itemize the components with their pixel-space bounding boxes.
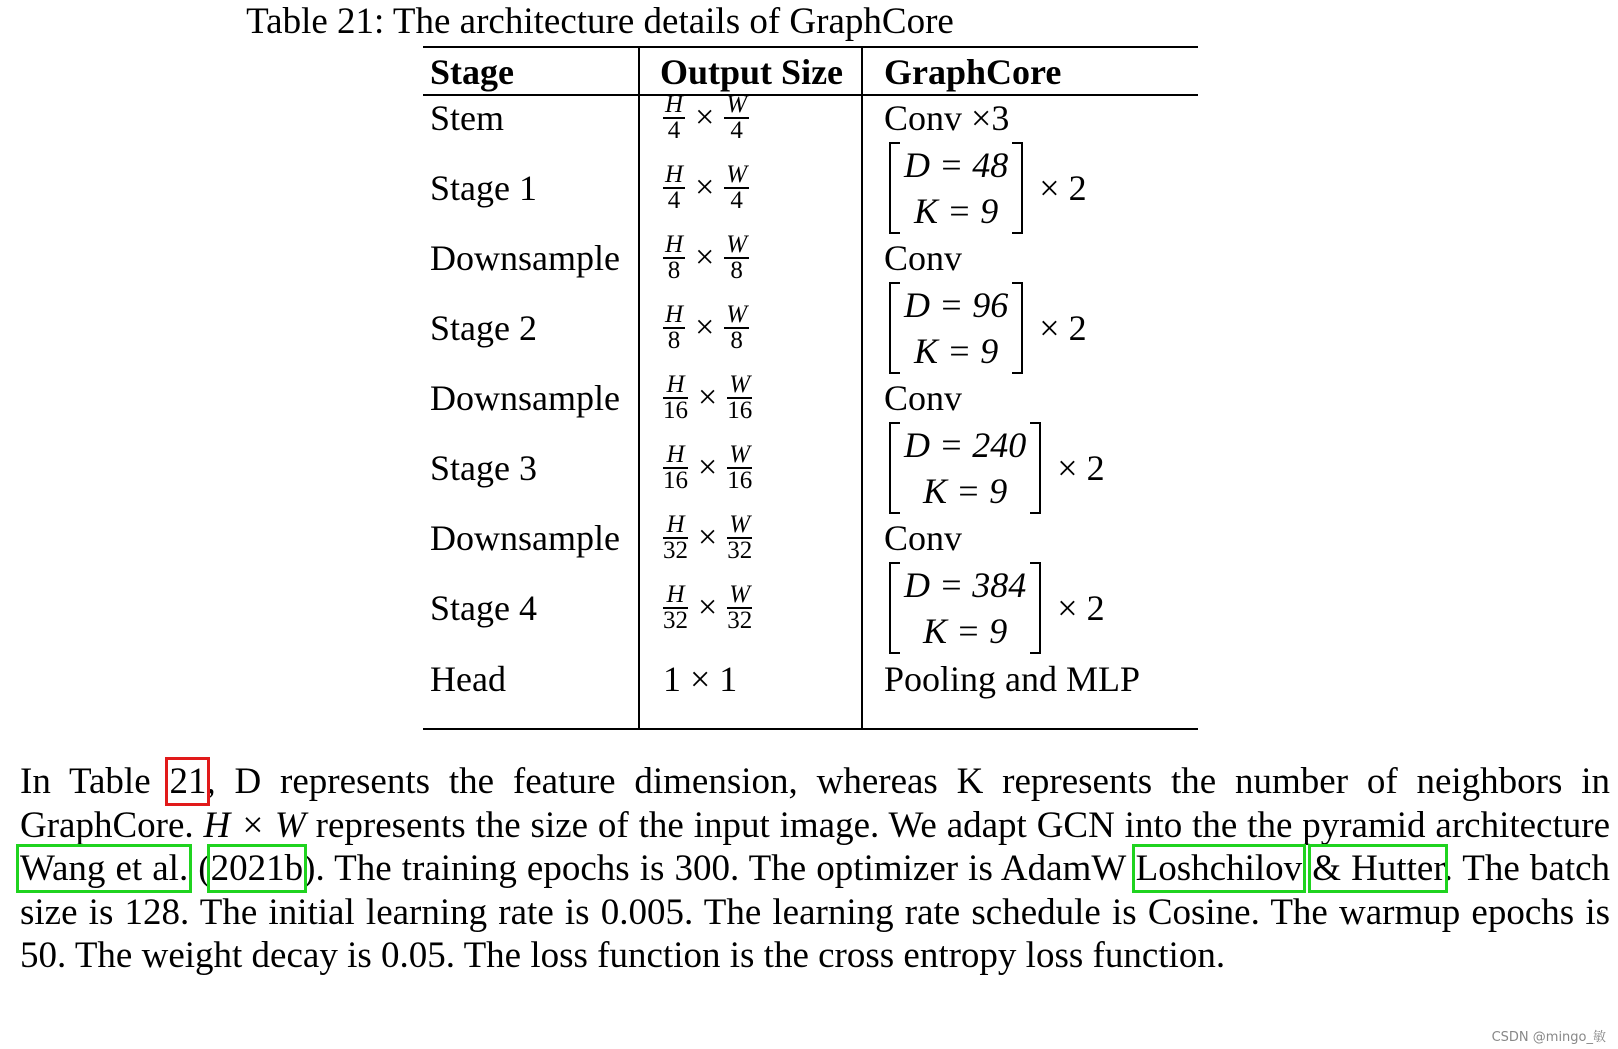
citation-loshchilov-link[interactable]: Loshchilov [1135, 848, 1303, 889]
width-fraction [724, 163, 749, 213]
repeat-multiplier: × 2 [1057, 448, 1105, 488]
output-size-text: 1 × 1 [663, 659, 738, 699]
fraction-numerator: H [665, 161, 684, 188]
text-run: ( [188, 848, 211, 889]
fraction-denominator: 4 [667, 117, 681, 144]
width-fraction [727, 513, 752, 563]
fraction-numerator: H [665, 301, 684, 328]
text-run: , D represents the feature dimension, whereas K represents the number of neighbors in GraphCore. [20, 761, 1610, 846]
matrix-entries [900, 562, 1030, 654]
text-run: represents the size of the input image. We adapt GCN into the the pyramid architecture [305, 804, 1611, 846]
stage-label: Downsample [430, 518, 620, 558]
fraction-denominator: 16 [727, 467, 753, 494]
fraction-denominator: 8 [730, 327, 743, 354]
times-sign: × [695, 309, 715, 346]
column-divider [638, 46, 640, 730]
header-output-size: Output Size [660, 52, 844, 92]
graphcore-layer: Conv [884, 378, 963, 418]
fraction-numerator: H [666, 511, 685, 538]
height-fraction [663, 303, 685, 353]
fraction-denominator: 32 [727, 537, 753, 564]
width-fraction [727, 373, 752, 423]
header-rule [423, 94, 1198, 96]
top-rule [423, 46, 1198, 48]
left-bracket [889, 562, 900, 654]
right-bracket [1030, 562, 1041, 654]
left-bracket [889, 142, 900, 234]
times-sign: × [698, 589, 718, 626]
height-fraction [663, 373, 688, 423]
times-sign: × [695, 239, 715, 276]
text-run: . The batch size is 128. The initial learning rate is 0.005. The learning rate schedule is Cosine. The warmup epochs is 50. The weight decay is 0.05. The loss function is the cross entropy loss function. [20, 848, 1611, 976]
times-sign: × [698, 449, 718, 486]
fraction-numerator: H [665, 231, 684, 258]
neighbor-count: K = 9 [913, 331, 999, 371]
feature-dimension: D = 384 [904, 565, 1027, 605]
fraction-denominator: 16 [727, 397, 753, 424]
width-fraction [727, 583, 752, 633]
matrix-entries [900, 422, 1030, 514]
description-paragraph [20, 760, 1610, 978]
fraction-denominator: 4 [667, 187, 681, 214]
stage-label: Head [430, 659, 506, 699]
header-stage: Stage [430, 52, 514, 92]
height-fraction [663, 93, 685, 143]
text-run [1302, 848, 1312, 889]
graphcore-layer: Conv ×3 [884, 98, 1010, 138]
fraction-denominator: 8 [667, 257, 681, 284]
graphcore-block-matrix [889, 422, 1105, 514]
times-sign: × [695, 99, 715, 136]
output-size [663, 507, 752, 569]
output-size [663, 648, 737, 710]
fraction-denominator: 32 [663, 537, 688, 564]
fraction-numerator: W [726, 301, 748, 328]
height-fraction [663, 513, 688, 563]
times-sign: × [698, 379, 718, 416]
stage-label: Stage 2 [430, 308, 537, 348]
output-size [663, 157, 749, 219]
output-size [663, 297, 749, 359]
feature-dimension: D = 96 [904, 285, 1009, 325]
fraction-numerator: W [726, 161, 748, 188]
feature-dimension: D = 48 [904, 145, 1009, 185]
graphcore-block-matrix [889, 282, 1087, 374]
repeat-multiplier: × 2 [1057, 588, 1105, 628]
width-fraction [724, 303, 749, 353]
header-graphcore: GraphCore [884, 52, 1062, 92]
width-fraction [724, 233, 749, 283]
stage-label: Stem [430, 98, 505, 138]
fraction-numerator: H [666, 441, 685, 468]
fraction-denominator: 16 [663, 397, 688, 424]
height-fraction [663, 233, 685, 283]
stage-label: Stage 4 [430, 588, 537, 628]
fraction-denominator: 4 [730, 117, 743, 144]
graphcore-block-matrix [889, 142, 1087, 234]
graphcore-layer: Conv [884, 238, 963, 278]
column-divider [861, 46, 863, 730]
neighbor-count: K = 9 [922, 471, 1008, 511]
fraction-denominator: 32 [727, 607, 753, 634]
text-run: In Table [20, 761, 170, 802]
times-sign: × [698, 519, 718, 556]
fraction-denominator: 32 [663, 607, 688, 634]
fraction-numerator: W [729, 441, 751, 468]
repeat-multiplier: × 2 [1039, 168, 1087, 208]
times-sign: × [695, 169, 715, 206]
output-size [663, 437, 752, 499]
height-fraction [663, 583, 688, 633]
graphcore-layer: Conv [884, 518, 963, 558]
fraction-denominator: 16 [663, 467, 688, 494]
hw-math: H × W [203, 804, 306, 846]
right-bracket [1012, 142, 1023, 234]
right-bracket [1030, 422, 1041, 514]
fraction-denominator: 4 [730, 187, 743, 214]
fraction-numerator: W [729, 511, 751, 538]
stage-label: Downsample [430, 378, 620, 418]
stage-label: Downsample [430, 238, 620, 278]
fraction-denominator: 8 [730, 257, 743, 284]
table-reference-link[interactable]: 21 [169, 761, 207, 802]
fraction-denominator: 8 [667, 327, 681, 354]
graphcore-layer: Pooling and MLP [884, 659, 1141, 699]
output-size [663, 87, 749, 149]
left-bracket [889, 422, 900, 514]
repeat-multiplier: × 2 [1039, 308, 1087, 348]
output-size [663, 367, 752, 429]
fraction-numerator: W [726, 91, 748, 118]
fraction-numerator: W [729, 371, 751, 398]
output-size [663, 227, 749, 289]
text-run: ). The training epochs is 300. The optimizer is AdamW [303, 848, 1136, 889]
width-fraction [727, 443, 752, 493]
matrix-entries [900, 142, 1012, 234]
width-fraction [724, 93, 749, 143]
neighbor-count: K = 9 [913, 191, 999, 231]
bottom-rule [423, 728, 1198, 730]
height-fraction [663, 163, 685, 213]
citation-year-link[interactable]: 2021b [210, 848, 304, 889]
neighbor-count: K = 9 [922, 611, 1008, 651]
feature-dimension: D = 240 [904, 425, 1027, 465]
right-bracket [1012, 282, 1023, 374]
graphcore-block-matrix [889, 562, 1105, 654]
table-caption: Table 21: The architecture details of GraphCore [246, 1, 954, 42]
citation-wang-link[interactable]: Wang et al. [20, 848, 189, 889]
stage-label: Stage 3 [430, 448, 537, 488]
left-bracket [889, 282, 900, 374]
height-fraction [663, 443, 688, 493]
architecture-table [423, 46, 1198, 730]
stage-label: Stage 1 [430, 168, 537, 208]
fraction-numerator: H [665, 91, 684, 118]
citation-hutter-link[interactable]: & Hutter [1312, 848, 1444, 889]
output-size [663, 577, 752, 639]
matrix-entries [900, 282, 1012, 374]
watermark: CSDN @mingo_敏 [1491, 1030, 1606, 1045]
fraction-numerator: H [666, 371, 685, 398]
fraction-numerator: W [726, 231, 748, 258]
fraction-numerator: H [666, 581, 685, 608]
fraction-numerator: W [729, 581, 751, 608]
